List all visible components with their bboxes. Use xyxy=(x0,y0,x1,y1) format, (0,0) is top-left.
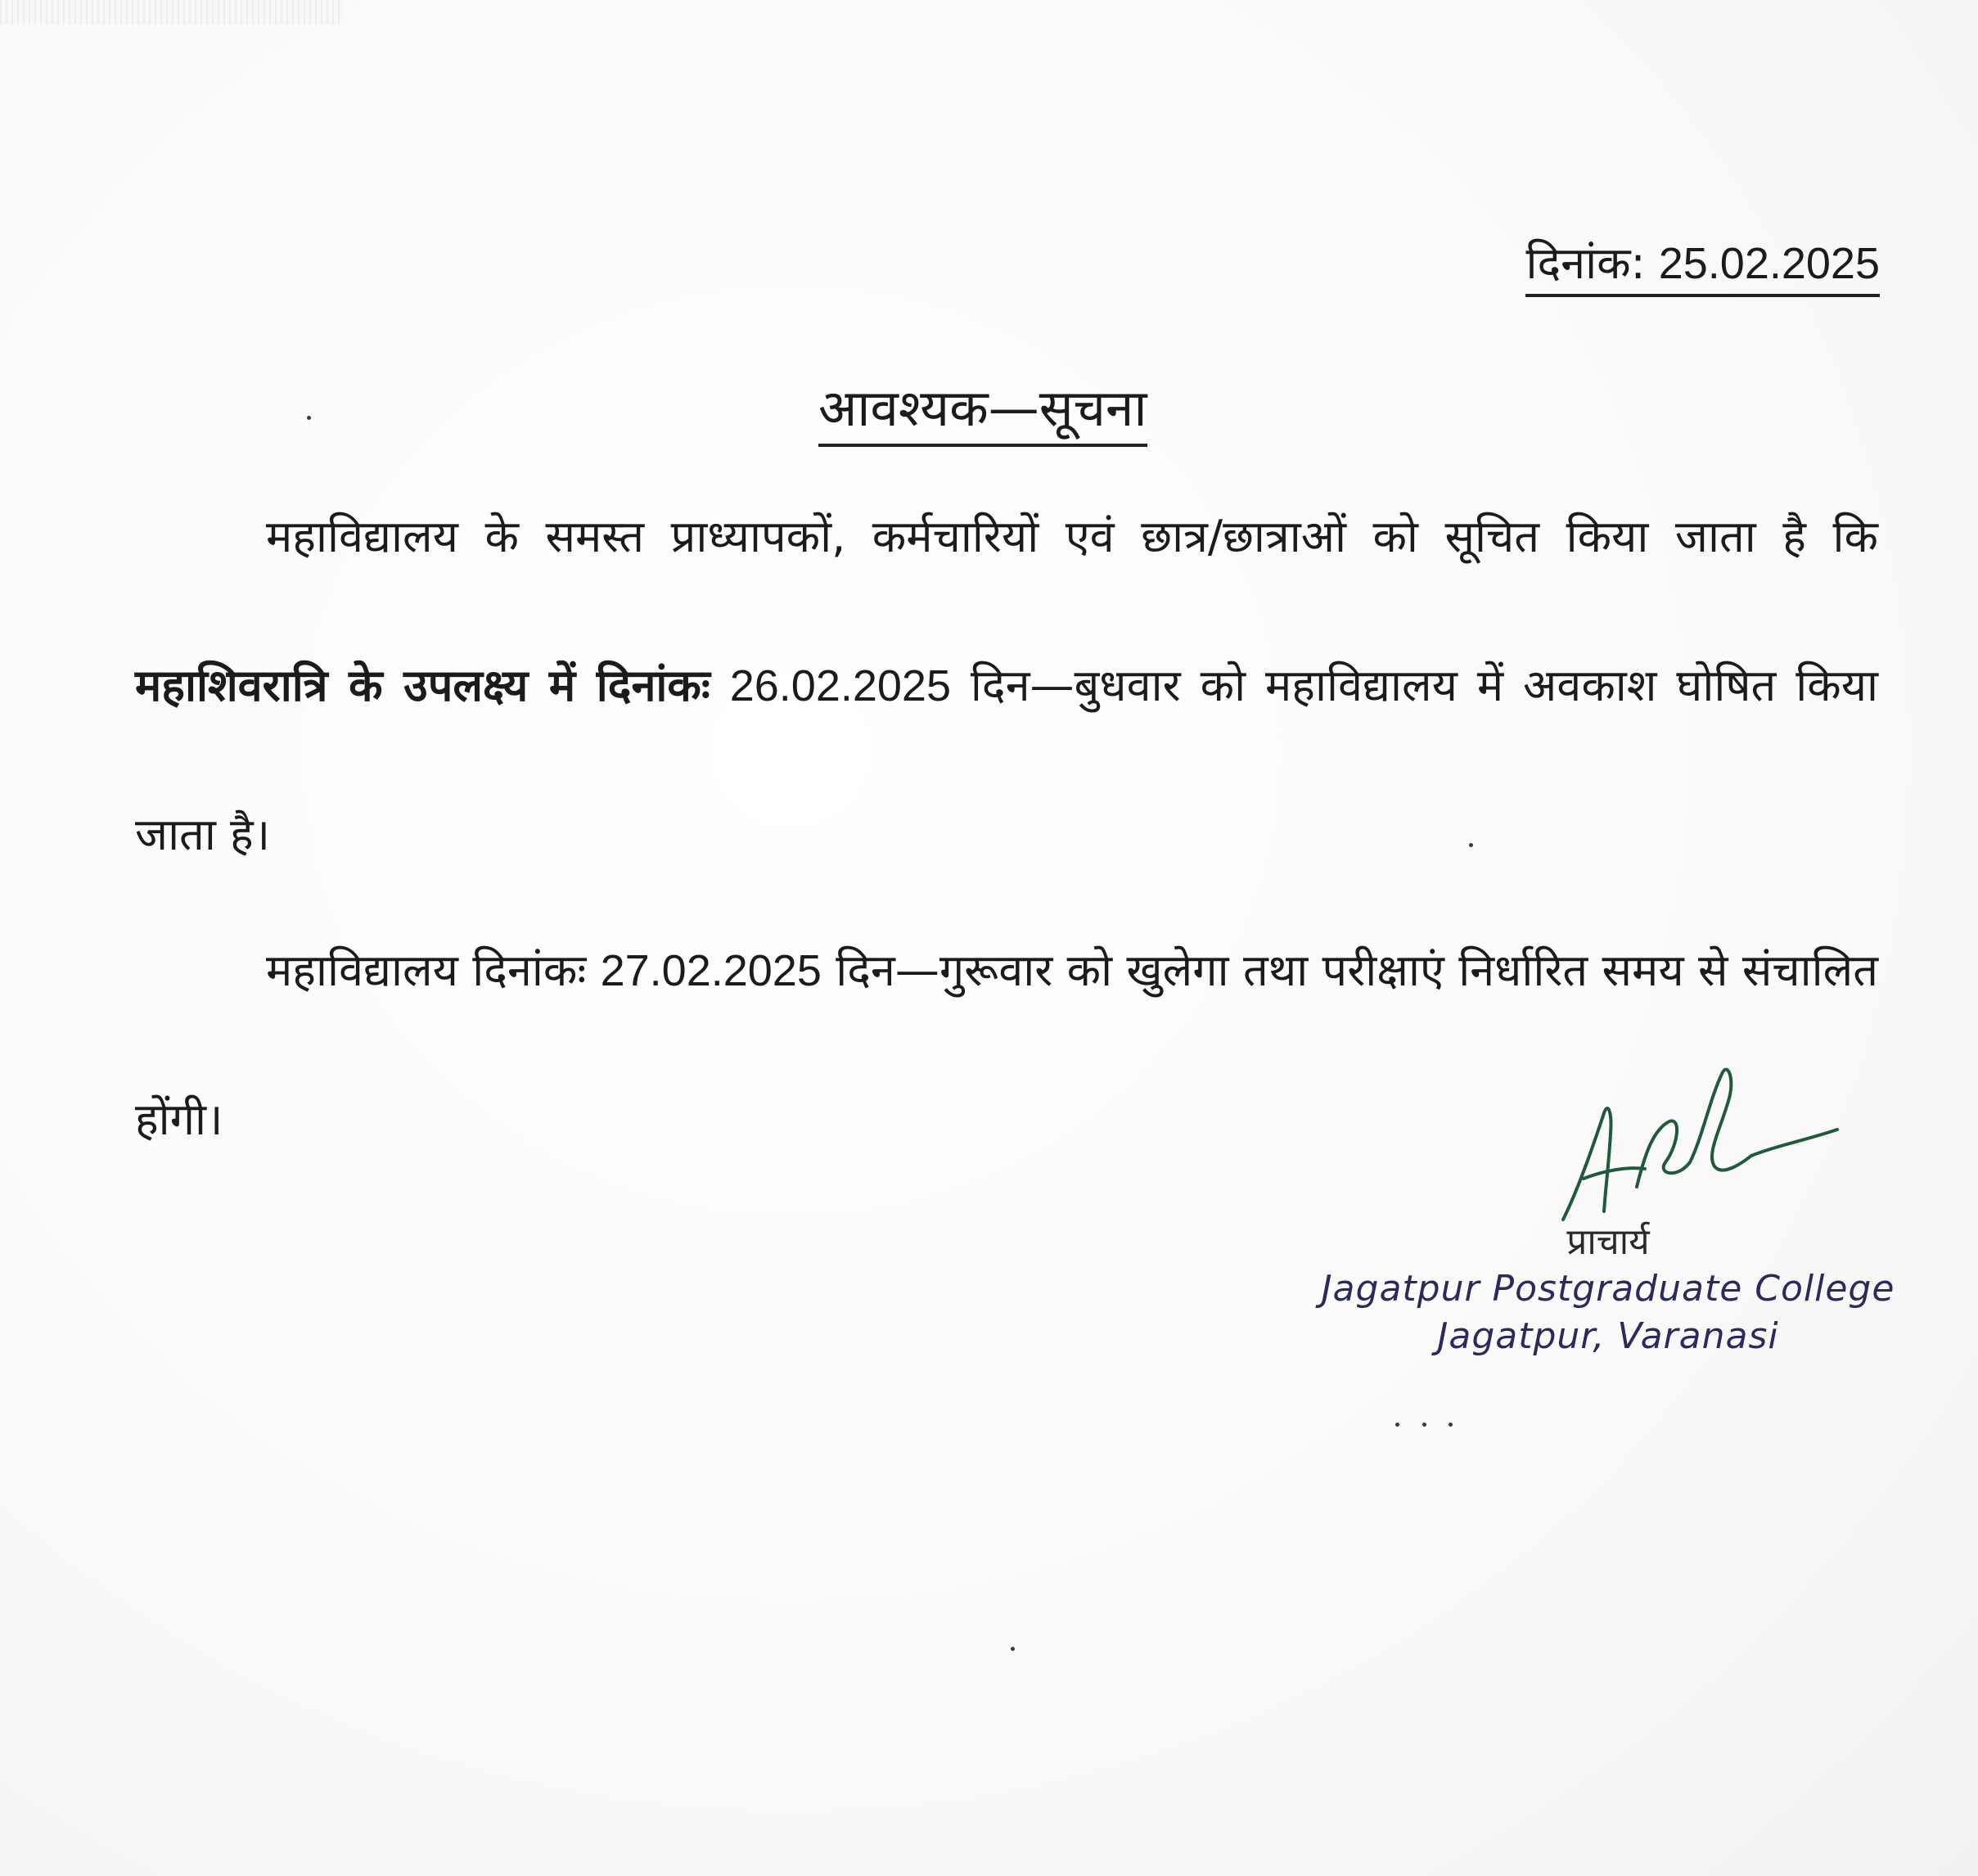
notice-paragraph-1 xyxy=(135,462,1878,909)
notice-title: आवश्यक—सूचना xyxy=(818,377,1147,447)
date-label: दिनांक: xyxy=(1525,237,1646,289)
paragraph-2-text-b: दिन—गुरूवार को खुलेगा तथा परीक्षाएं निर्धारित समय से संचालित होंगी। xyxy=(135,945,1878,1145)
paragraph-1-bold-text: महाशिवरात्रि के उपलक्ष्य में दिनांकः xyxy=(135,660,710,711)
paper-speck xyxy=(1395,1423,1399,1427)
principal-stamp xyxy=(1301,1220,1915,1360)
paragraph-1-text-b: दिन—बुधवार को महाविद्यालय में अवकाश घोषित किया जाता है। xyxy=(135,660,1879,860)
paragraph-2-text-a: महाविद्यालय दिनांकः xyxy=(266,945,587,996)
stamp-role: प्राचार्य xyxy=(1566,1221,1650,1263)
reopen-date: 27.02.2025 xyxy=(600,946,822,995)
holiday-date: 26.02.2025 xyxy=(729,661,951,710)
paper-speck xyxy=(1469,843,1473,847)
paragraph-1-text-a: महाविद्यालय के समस्त प्राध्यापकों, कर्मचारियों एवं छात्र/छात्राओं को सूचित किया जाता है कि xyxy=(266,511,1878,562)
stamp-location: Jagatpur, Varanasi xyxy=(1437,1315,1779,1357)
stamp-college: Jagatpur Postgraduate College xyxy=(1321,1268,1895,1310)
scan-edge-texture xyxy=(0,0,344,25)
paper-speck xyxy=(307,416,311,420)
notice-date xyxy=(1525,237,1880,297)
principal-signature xyxy=(1547,1064,1841,1228)
date-value: 25.02.2025 xyxy=(1658,239,1880,288)
paper-speck xyxy=(1011,1647,1015,1651)
paper-speck xyxy=(1422,1423,1426,1427)
paper-speck xyxy=(1449,1423,1453,1427)
